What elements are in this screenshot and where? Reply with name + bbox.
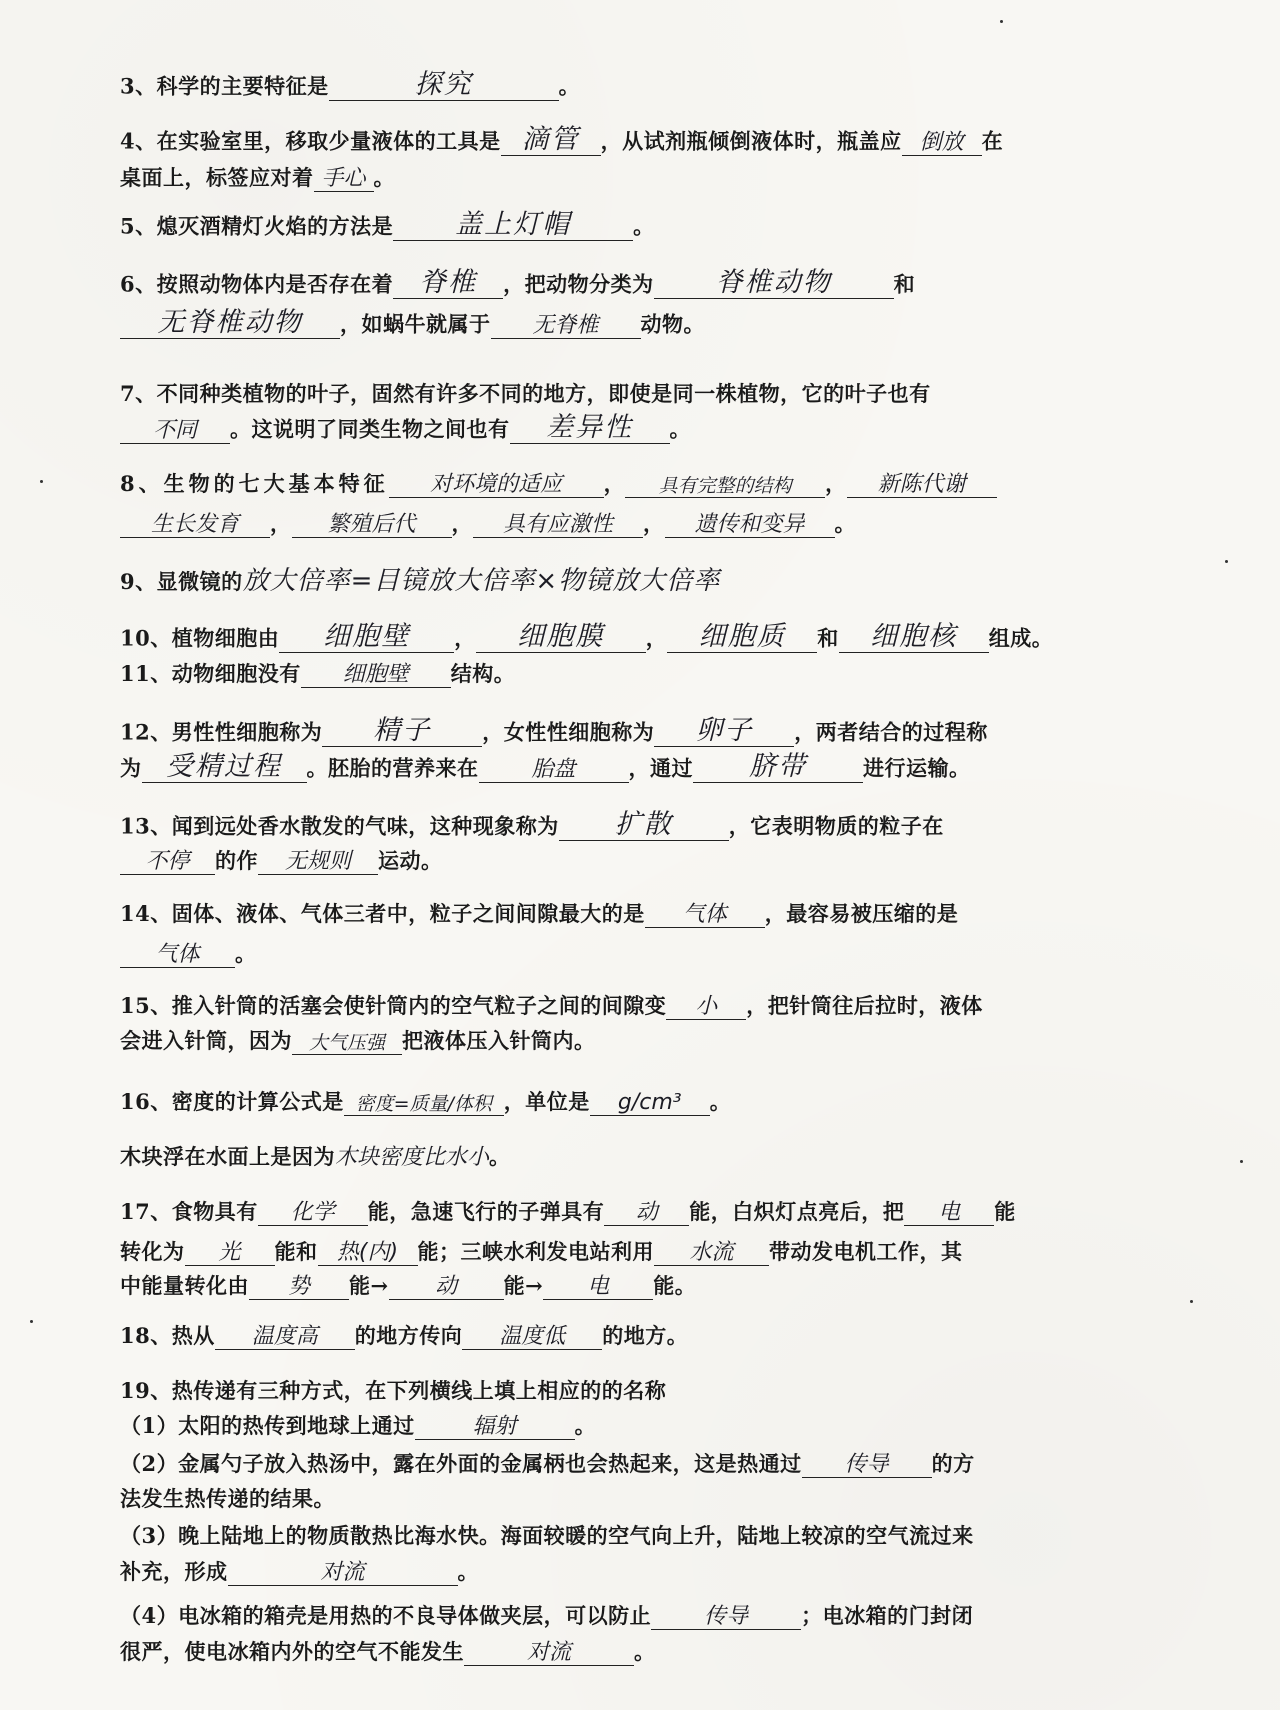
q6-blank-3[interactable] xyxy=(120,308,340,339)
q17-blank-8[interactable] xyxy=(389,1274,504,1300)
q19-part-3-line-2 xyxy=(120,1556,1130,1586)
q16-end-2: 。 xyxy=(489,1144,511,1169)
q11-blank[interactable] xyxy=(301,662,451,688)
q10-sep-2: ， xyxy=(645,625,668,651)
q14-end: 。 xyxy=(235,941,257,966)
question-17-line-3 xyxy=(120,1270,1130,1300)
q4-text-4: 桌面上，标签应对着 xyxy=(120,165,314,190)
q19-p3-blank[interactable] xyxy=(228,1560,458,1586)
q19-p3-text-2: 补充，形成 xyxy=(120,1559,228,1584)
q7-blank-1[interactable] xyxy=(120,418,230,444)
q13-text: 13、闻到远处香水散发的气味，这种现象称为 xyxy=(120,813,559,839)
q11-end: 结构。 xyxy=(450,661,516,686)
q4-blank-3[interactable] xyxy=(314,166,374,192)
question-3 xyxy=(120,70,1130,101)
q19-p4-text-2: 很严，使电冰箱内外的空气不能发生 xyxy=(120,1639,464,1664)
q15-text-2: ，把针筒往后拉时，液体 xyxy=(746,993,983,1018)
q12-text-6: ，通过 xyxy=(628,755,693,781)
q17-text-7: 能；三峡水利发电站利用 xyxy=(417,1239,654,1264)
question-14 xyxy=(120,898,1130,928)
q19-p3-text: （3）晚上陆地上的物质散热比海水快。海面较暖的空气向上升，陆地上较凉的空气流过来 xyxy=(120,1523,974,1548)
q6-answer-1: 脊椎 xyxy=(419,267,478,298)
question-11 xyxy=(120,658,1130,688)
q7-answer-2: 差异性 xyxy=(546,412,633,443)
q12-blank-5[interactable] xyxy=(693,752,863,783)
q5-blank[interactable] xyxy=(393,210,633,241)
q16-answer-2: g/cm³ xyxy=(617,1089,682,1115)
question-14-line-2 xyxy=(120,938,1130,968)
q17-text-9: 中能量转化由 xyxy=(120,1273,249,1298)
q12-text-5: 。胚胎的营养来在 xyxy=(306,755,479,781)
q4-answer-1: 滴管 xyxy=(521,124,580,155)
scan-speck xyxy=(1000,20,1003,23)
q11-text: 11、动物细胞没有 xyxy=(120,661,301,686)
q4-answer-2: 倒放 xyxy=(919,129,964,155)
q14-answer-2: 气体 xyxy=(155,941,200,967)
q19-p3-end: 。 xyxy=(457,1559,479,1584)
q15-text: 15、推入针筒的活塞会使针筒内的空气粒子之间的间隙变 xyxy=(120,993,667,1018)
scan-speck xyxy=(1190,1300,1193,1303)
q17-blank-2[interactable] xyxy=(604,1200,689,1226)
q17-blank-5[interactable] xyxy=(318,1240,418,1266)
question-9 xyxy=(120,560,1130,597)
q3-answer-blank[interactable] xyxy=(329,70,559,101)
q14-blank-1[interactable] xyxy=(645,902,765,928)
scan-speck xyxy=(30,1320,33,1323)
q15-text-3: 会进入针筒，因为 xyxy=(120,1028,292,1053)
q17-answer-6: 水流 xyxy=(689,1239,734,1265)
q12-answer-5: 脐带 xyxy=(749,751,807,782)
q17-blank-6[interactable] xyxy=(654,1240,769,1266)
q4-blank-1[interactable] xyxy=(501,125,601,156)
q10-blank-2[interactable] xyxy=(476,622,646,653)
q17-text-10: 能→ xyxy=(349,1273,389,1298)
question-10 xyxy=(120,622,1130,653)
question-17-line-2 xyxy=(120,1236,1130,1266)
q17-text-5: 转化为 xyxy=(120,1239,185,1264)
q11-answer: 细胞壁 xyxy=(342,661,409,687)
q18-answer-2: 温度低 xyxy=(499,1323,566,1349)
q8-blank-3[interactable] xyxy=(847,472,997,498)
q16-text: 16、密度的计算公式是 xyxy=(120,1089,344,1114)
q4-end: 。 xyxy=(373,165,395,190)
q17-text-8: 带动发电机工作，其 xyxy=(769,1239,963,1264)
scan-speck xyxy=(40,480,43,483)
q16-blank-1[interactable] xyxy=(344,1091,504,1116)
q7-end: 。 xyxy=(669,416,691,442)
q12-text-3: ，两者结合的过程称 xyxy=(794,719,988,745)
q19-p4-end: ；电冰箱的门封闭 xyxy=(801,1603,974,1628)
q6-text-2: ，把动物分类为 xyxy=(503,271,654,297)
q8-answer-5: 繁殖后代 xyxy=(327,511,416,537)
q10-answer-4: 细胞核 xyxy=(870,621,958,652)
q19-p2-text-2: 法发生热传递的结果。 xyxy=(120,1486,335,1511)
question-16 xyxy=(120,1086,1130,1116)
q19-p1-text: （1）太阳的热传到地球上通过 xyxy=(120,1413,415,1438)
q17-answer-9: 电 xyxy=(587,1273,610,1299)
q6-answer-2: 脊椎动物 xyxy=(715,267,832,298)
question-8-line-2 xyxy=(120,508,1130,538)
q19-part-2-line-2 xyxy=(120,1483,1130,1513)
scan-speck xyxy=(1240,1160,1243,1163)
q6-text-3: 和 xyxy=(893,271,916,297)
q4-text-3: 在 xyxy=(981,128,1004,154)
question-6 xyxy=(120,268,1130,299)
q12-answer-4: 胎盘 xyxy=(531,756,576,782)
question-8 xyxy=(120,468,1130,498)
q18-text-2: 的地方传向 xyxy=(354,1323,463,1348)
q17-blank-9[interactable] xyxy=(543,1274,653,1300)
q8-blank-1[interactable] xyxy=(389,472,604,498)
question-13-line-2 xyxy=(120,845,1130,875)
q8-answer-7: 遗传和变异 xyxy=(694,511,805,537)
q17-blank-7[interactable] xyxy=(249,1274,349,1300)
q8-end: 。 xyxy=(834,511,856,536)
q12-blank-2[interactable] xyxy=(654,716,794,747)
q17-answer-2: 动 xyxy=(635,1199,658,1225)
q7-text: 7、不同种类植物的叶子，固然有许多不同的地方，即使是同一株植物，它的叶子也有 xyxy=(120,381,931,406)
question-5 xyxy=(120,210,1130,241)
q17-blank-4[interactable] xyxy=(185,1240,275,1266)
q8-answer-4: 生长发育 xyxy=(150,511,239,537)
q17-text-3: 能，白炽灯点亮后，把 xyxy=(689,1199,905,1224)
q14-answer-1: 气体 xyxy=(682,901,727,927)
q18-text: 18、热从 xyxy=(120,1323,215,1348)
q17-text-6: 能和 xyxy=(274,1239,318,1264)
q19-part-2 xyxy=(120,1448,1130,1478)
q7-answer-1: 不同 xyxy=(152,417,197,443)
q4-text-2: ，从试剂瓶倾倒液体时，瓶盖应 xyxy=(600,128,902,154)
q7-blank-2[interactable] xyxy=(510,413,670,444)
question-4-line-2 xyxy=(120,162,1130,192)
q4-blank-2[interactable] xyxy=(902,130,982,156)
q17-text: 17、食物具有 xyxy=(120,1199,258,1224)
q17-blank-3[interactable] xyxy=(904,1200,994,1226)
q19-p4-blank-2[interactable] xyxy=(464,1640,634,1666)
q12-text-2: ，女性性细胞称为 xyxy=(482,719,655,745)
q19-p1-end: 。 xyxy=(574,1413,597,1438)
q14-text-2: ，最容易被压缩的是 xyxy=(764,901,959,926)
question-16-line-2 xyxy=(120,1140,1130,1171)
q19-part-3 xyxy=(120,1520,1130,1550)
q4-text: 4、在实验室里，移取少量液体的工具是 xyxy=(120,128,501,154)
q6-text: 6、按照动物体内是否存在着 xyxy=(120,271,394,297)
q8-blank-4[interactable] xyxy=(120,512,270,538)
q13-answer-2: 不停 xyxy=(145,848,190,874)
q10-end: 组成。 xyxy=(988,625,1054,651)
q8-text: 8、生物的七大基本特征 xyxy=(120,471,389,496)
q6-text-4: ，如蜗牛就属于 xyxy=(340,311,491,337)
q8-sep-3: ， xyxy=(270,511,292,536)
q15-end: 把液体压入针筒内。 xyxy=(402,1028,596,1053)
q17-text-4: 能 xyxy=(994,1199,1016,1224)
q12-answer-2: 卵子 xyxy=(695,715,754,746)
q19-part-4 xyxy=(120,1600,1130,1630)
question-13 xyxy=(120,810,1130,841)
q19-p4-answer-2: 对流 xyxy=(526,1639,571,1665)
q3-end: 。 xyxy=(558,73,581,99)
q15-blank-2[interactable] xyxy=(292,1030,402,1055)
q14-text: 14、固体、液体、气体三者中，粒子之间间隙最大的是 xyxy=(120,901,645,926)
q8-blank-6[interactable] xyxy=(473,512,643,538)
q6-answer-4: 无脊椎 xyxy=(532,312,599,338)
question-15 xyxy=(120,990,1130,1020)
question-7-line-2 xyxy=(120,413,1130,444)
question-15-line-2 xyxy=(120,1025,1130,1055)
q16-end: 。 xyxy=(709,1089,732,1114)
q19-p4-blank[interactable] xyxy=(651,1604,801,1630)
q19-part-4-line-2 xyxy=(120,1636,1130,1666)
q13-answer-3: 无规则 xyxy=(284,848,351,874)
q5-text: 5、熄灭酒精灯火焰的方法是 xyxy=(120,213,394,239)
q6-blank-2[interactable] xyxy=(654,268,894,299)
q17-answer-5: 热(内) xyxy=(336,1239,399,1265)
question-17 xyxy=(120,1196,1130,1226)
q15-blank-1[interactable] xyxy=(666,994,746,1020)
q6-blank-1[interactable] xyxy=(393,268,503,299)
question-6-line-2 xyxy=(120,308,1130,339)
q8-sep-5: ， xyxy=(643,511,665,536)
q8-sep-2: ， xyxy=(825,471,847,496)
q15-answer-1: 小 xyxy=(695,993,718,1019)
q16-answer-3: 木块密度比水小 xyxy=(335,1145,490,1170)
q8-sep-4: ， xyxy=(451,511,473,536)
q5-answer: 盖上灯帽 xyxy=(455,209,572,240)
q10-blank-1[interactable] xyxy=(279,622,454,653)
q9-text: 9、显微镜的 xyxy=(120,569,243,594)
q16-text-3: 木块浮在水面上是因为 xyxy=(120,1144,335,1169)
q12-end: 进行运输。 xyxy=(863,755,971,781)
q12-answer-3: 受精过程 xyxy=(166,751,282,782)
q10-sep-1: ， xyxy=(454,625,476,651)
q19-p2-end: 的方 xyxy=(931,1451,975,1476)
q19-p2-text: （2）金属勺子放入热汤中，露在外面的金属柄也会热起来，这是热通过 xyxy=(120,1451,802,1476)
q17-answer-8: 动 xyxy=(435,1273,458,1299)
q8-blank-2[interactable] xyxy=(625,473,825,498)
q17-text-2: 能，急速飞行的子弹具有 xyxy=(367,1199,605,1224)
question-12 xyxy=(120,716,1130,747)
q17-blank-1[interactable] xyxy=(258,1200,368,1226)
q10-text: 10、植物细胞由 xyxy=(120,625,280,651)
q13-blank-3[interactable] xyxy=(258,849,378,875)
q19-p2-answer: 传导 xyxy=(844,1451,889,1477)
q10-and: 和 xyxy=(817,625,839,651)
question-12-line-2 xyxy=(120,752,1130,783)
q18-blank-2[interactable] xyxy=(462,1324,602,1350)
q12-blank-1[interactable] xyxy=(322,716,482,747)
q13-text-3: 的作 xyxy=(215,848,258,873)
q19-p4-text: （4）电冰箱的箱壳是用热的不良导体做夹层，可以防止 xyxy=(120,1603,652,1628)
q13-text-2: ，它表明物质的粒子在 xyxy=(728,813,944,839)
q10-answer-3: 细胞质 xyxy=(698,621,786,652)
q9-answer: 放大倍率=目镜放大倍率×物镜放大倍率 xyxy=(242,566,721,596)
question-18 xyxy=(120,1320,1130,1350)
scan-speck xyxy=(1225,560,1228,563)
q18-answer-1: 温度高 xyxy=(251,1323,318,1349)
q15-answer-2: 大气压强 xyxy=(308,1032,385,1055)
q13-blank-2[interactable] xyxy=(120,849,215,875)
q4-answer-3: 手心 xyxy=(321,165,366,191)
q12-text-4: 为 xyxy=(120,755,142,781)
q7-text-2: 。这说明了同类生物之间也有 xyxy=(230,416,510,442)
q3-answer: 探究 xyxy=(414,69,473,100)
question-19 xyxy=(120,1375,1130,1405)
q17-answer-1: 化学 xyxy=(290,1199,335,1225)
q13-end: 运动。 xyxy=(378,848,443,873)
q8-answer-6: 具有应激性 xyxy=(502,511,613,537)
q19-p2-blank[interactable] xyxy=(802,1452,932,1478)
q19-p4-end-2: 。 xyxy=(634,1639,656,1664)
q8-answer-1: 对环境的适应 xyxy=(430,471,563,497)
q14-blank-2[interactable] xyxy=(120,942,235,968)
question-7 xyxy=(120,378,1130,408)
q16-blank-2[interactable] xyxy=(590,1090,710,1116)
q12-blank-4[interactable] xyxy=(479,757,629,783)
q17-answer-3: 电 xyxy=(938,1199,961,1225)
q6-blank-4[interactable] xyxy=(491,313,641,339)
q17-end: 能。 xyxy=(653,1273,697,1298)
q5-end: 。 xyxy=(633,213,655,239)
q8-answer-3: 新陈代谢 xyxy=(877,471,966,497)
q19-title: 19、热传递有三种方式，在下列横线上填上相应的的名称 xyxy=(120,1378,667,1403)
q19-p1-answer: 辐射 xyxy=(472,1413,517,1439)
q8-blank-7[interactable] xyxy=(665,512,835,538)
q17-answer-4: 光 xyxy=(218,1239,241,1265)
q12-text: 12、男性性细胞称为 xyxy=(120,719,323,745)
q13-blank-1[interactable] xyxy=(559,810,729,841)
q18-blank-1[interactable] xyxy=(215,1324,355,1350)
q10-blank-3[interactable] xyxy=(667,622,817,653)
q10-answer-1: 细胞壁 xyxy=(323,621,411,652)
q19-p1-blank[interactable] xyxy=(415,1414,575,1440)
q12-answer-1: 精子 xyxy=(373,715,432,746)
q3-text: 3、科学的主要特征是 xyxy=(120,73,329,99)
q8-sep-1: ， xyxy=(603,471,626,496)
q17-text-11: 能→ xyxy=(503,1273,544,1298)
q13-answer-1: 扩散 xyxy=(614,809,673,840)
q6-answer-3: 无脊椎动物 xyxy=(157,307,303,338)
question-4 xyxy=(120,125,1130,156)
q8-blank-5[interactable] xyxy=(292,512,452,538)
q12-blank-3[interactable] xyxy=(142,752,307,783)
q19-p4-answer: 传导 xyxy=(704,1603,749,1629)
q10-answer-2: 细胞膜 xyxy=(517,621,605,652)
q19-p3-answer: 对流 xyxy=(320,1559,365,1585)
q8-answer-2: 具有完整的结构 xyxy=(658,475,792,498)
q18-end: 的地方。 xyxy=(602,1323,689,1348)
q16-answer-1: 密度=质量/体积 xyxy=(355,1093,492,1116)
q19-part-1 xyxy=(120,1410,1130,1440)
q6-end: 动物。 xyxy=(640,311,705,337)
q17-answer-7: 势 xyxy=(287,1273,310,1299)
q16-text-2: ，单位是 xyxy=(503,1089,590,1114)
q10-blank-4[interactable] xyxy=(839,622,989,653)
